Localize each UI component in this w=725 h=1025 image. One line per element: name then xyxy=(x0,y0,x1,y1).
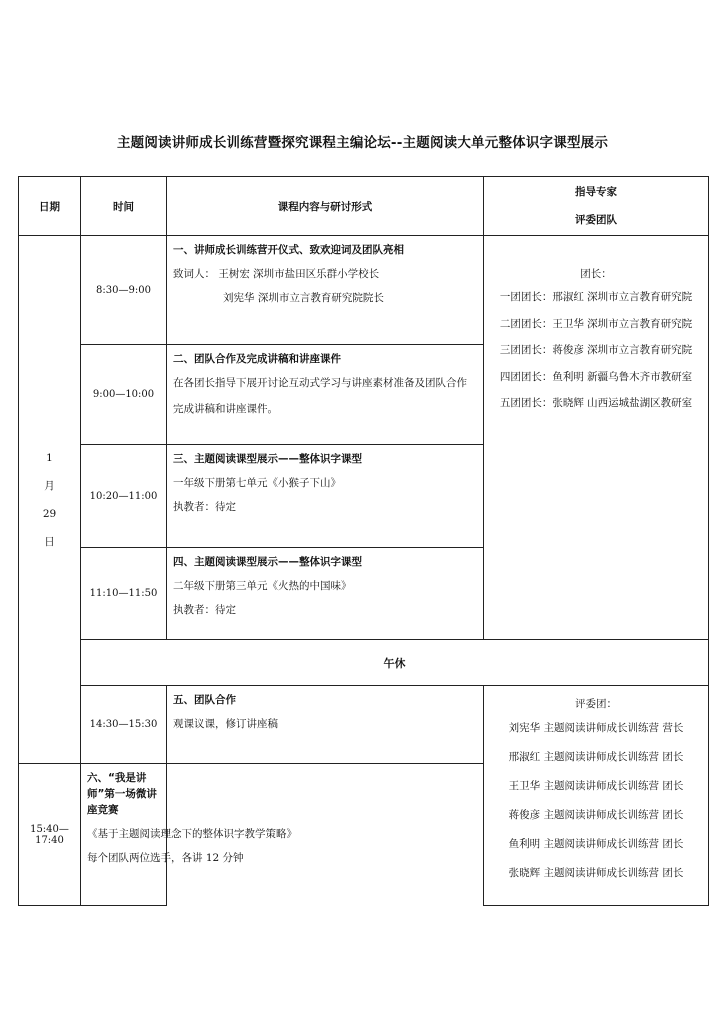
jury-heading: 评委团： xyxy=(575,698,617,710)
leader-line: 三团团长：蒋俊彦 深圳市立言教育研究院 xyxy=(499,344,693,356)
time-cell: 9:00—10:00 xyxy=(81,345,167,445)
content-cell xyxy=(167,686,484,764)
time-header: 时间 xyxy=(81,177,167,236)
schedule-table xyxy=(18,176,709,906)
jury-line: 张晓辉 主题阅读讲师成长训练营 团长 xyxy=(508,867,684,879)
session-heading: 六、“我是讲师”第一场微讲座竞赛 xyxy=(87,772,157,816)
header-row xyxy=(19,177,709,236)
experts-header-line2: 评委团队 xyxy=(575,214,617,226)
experts-header-line1: 指导专家 xyxy=(575,186,617,198)
jury-line: 鱼利明 主题阅读讲师成长训练营 团长 xyxy=(508,838,684,850)
time-cell: 8:30—9:00 xyxy=(81,236,167,345)
session-heading: 一、讲师成长训练营开仪式、致欢迎词及团队亮相 xyxy=(173,244,404,256)
date-day-char: 日 xyxy=(44,535,55,548)
leader-line: 五团团长：张晓辉 山西运城盐湖区教研室 xyxy=(499,397,693,409)
session-heading: 二、团队合作及完成讲稿和讲座课件 xyxy=(173,353,341,365)
session-line: 一年级下册第七单元《小猴子下山》 xyxy=(173,477,341,489)
time-cell: 11:10—11:50 xyxy=(81,548,167,640)
time-cell: 10:20—11:00 xyxy=(81,445,167,548)
leader-line: 四团团长：鱼利明 新疆乌鲁木齐市教研室 xyxy=(499,370,693,383)
time-cell: 14:30—15:30 xyxy=(81,686,167,764)
session-line: 每个团队两位选手，各讲 12 分钟 xyxy=(87,852,244,864)
date-cell xyxy=(19,236,81,764)
content-cell xyxy=(167,345,484,445)
date-month-char: 月 xyxy=(44,479,55,492)
date-num: 29 xyxy=(42,507,57,520)
leader-line: 二团团长：王卫华 深圳市立言教育研究院 xyxy=(499,317,693,330)
session-line: 致词人： 王树宏 深圳市盐田区乐群小学校长 xyxy=(173,268,380,280)
jury-line: 邢淑红 主题阅读讲师成长训练营 团长 xyxy=(508,751,684,763)
content-header: 课程内容与研讨形式 xyxy=(167,177,484,236)
jury-line: 刘宪华 主题阅读讲师成长训练营 营长 xyxy=(508,722,684,734)
experts-cell xyxy=(484,236,709,640)
jury-line: 王卫华 主题阅读讲师成长训练营 团长 xyxy=(508,780,684,792)
date-day: 1 xyxy=(46,451,53,464)
content-cell xyxy=(81,764,297,906)
session-line: 刘宪华 深圳市立言教育研究院院长 xyxy=(223,292,384,304)
table-row xyxy=(19,686,709,764)
content-cell xyxy=(167,236,484,345)
time-cell: 15:40—17:40 xyxy=(19,764,81,906)
date-header: 日期 xyxy=(19,177,81,236)
leader-line: 一团团长：邢淑红 深圳市立言教育研究院 xyxy=(499,291,693,303)
session-heading: 五、团队合作 xyxy=(173,694,236,706)
session-line: 二年级下册第三单元《火热的中国味》 xyxy=(173,580,352,592)
document-title: 主题阅读讲师成长训练营暨探究课程主编论坛--主题阅读大单元整体识字课型展示 xyxy=(116,135,609,151)
jury-cell xyxy=(484,686,709,906)
content-cell xyxy=(167,445,484,548)
lunch-row xyxy=(19,640,709,686)
session-line: 《基于主题阅读理念下的整体识字教学策略》 xyxy=(87,828,297,840)
experts-header xyxy=(484,177,709,236)
jury-line: 蒋俊彦 主题阅读讲师成长训练营 团长 xyxy=(508,809,684,821)
session-line: 观课议课，修订讲座稿 xyxy=(173,718,278,730)
table-row xyxy=(19,236,709,345)
lunch-cell: 午休 xyxy=(81,640,709,686)
session-heading: 四、主题阅读课型展示——整体识字课型 xyxy=(173,556,362,568)
leaders-heading: 团长： xyxy=(580,268,612,280)
session-line: 在各团长指导下展开讨论互动式学习与讲座素材准备及团队合作完成讲稿和讲座课件。 xyxy=(173,377,467,415)
session-line: 执教者：待定 xyxy=(173,604,236,616)
session-heading: 三、主题阅读课型展示——整体识字课型 xyxy=(173,453,362,465)
session-line: 执教者：待定 xyxy=(173,501,236,513)
content-cell xyxy=(167,548,484,640)
